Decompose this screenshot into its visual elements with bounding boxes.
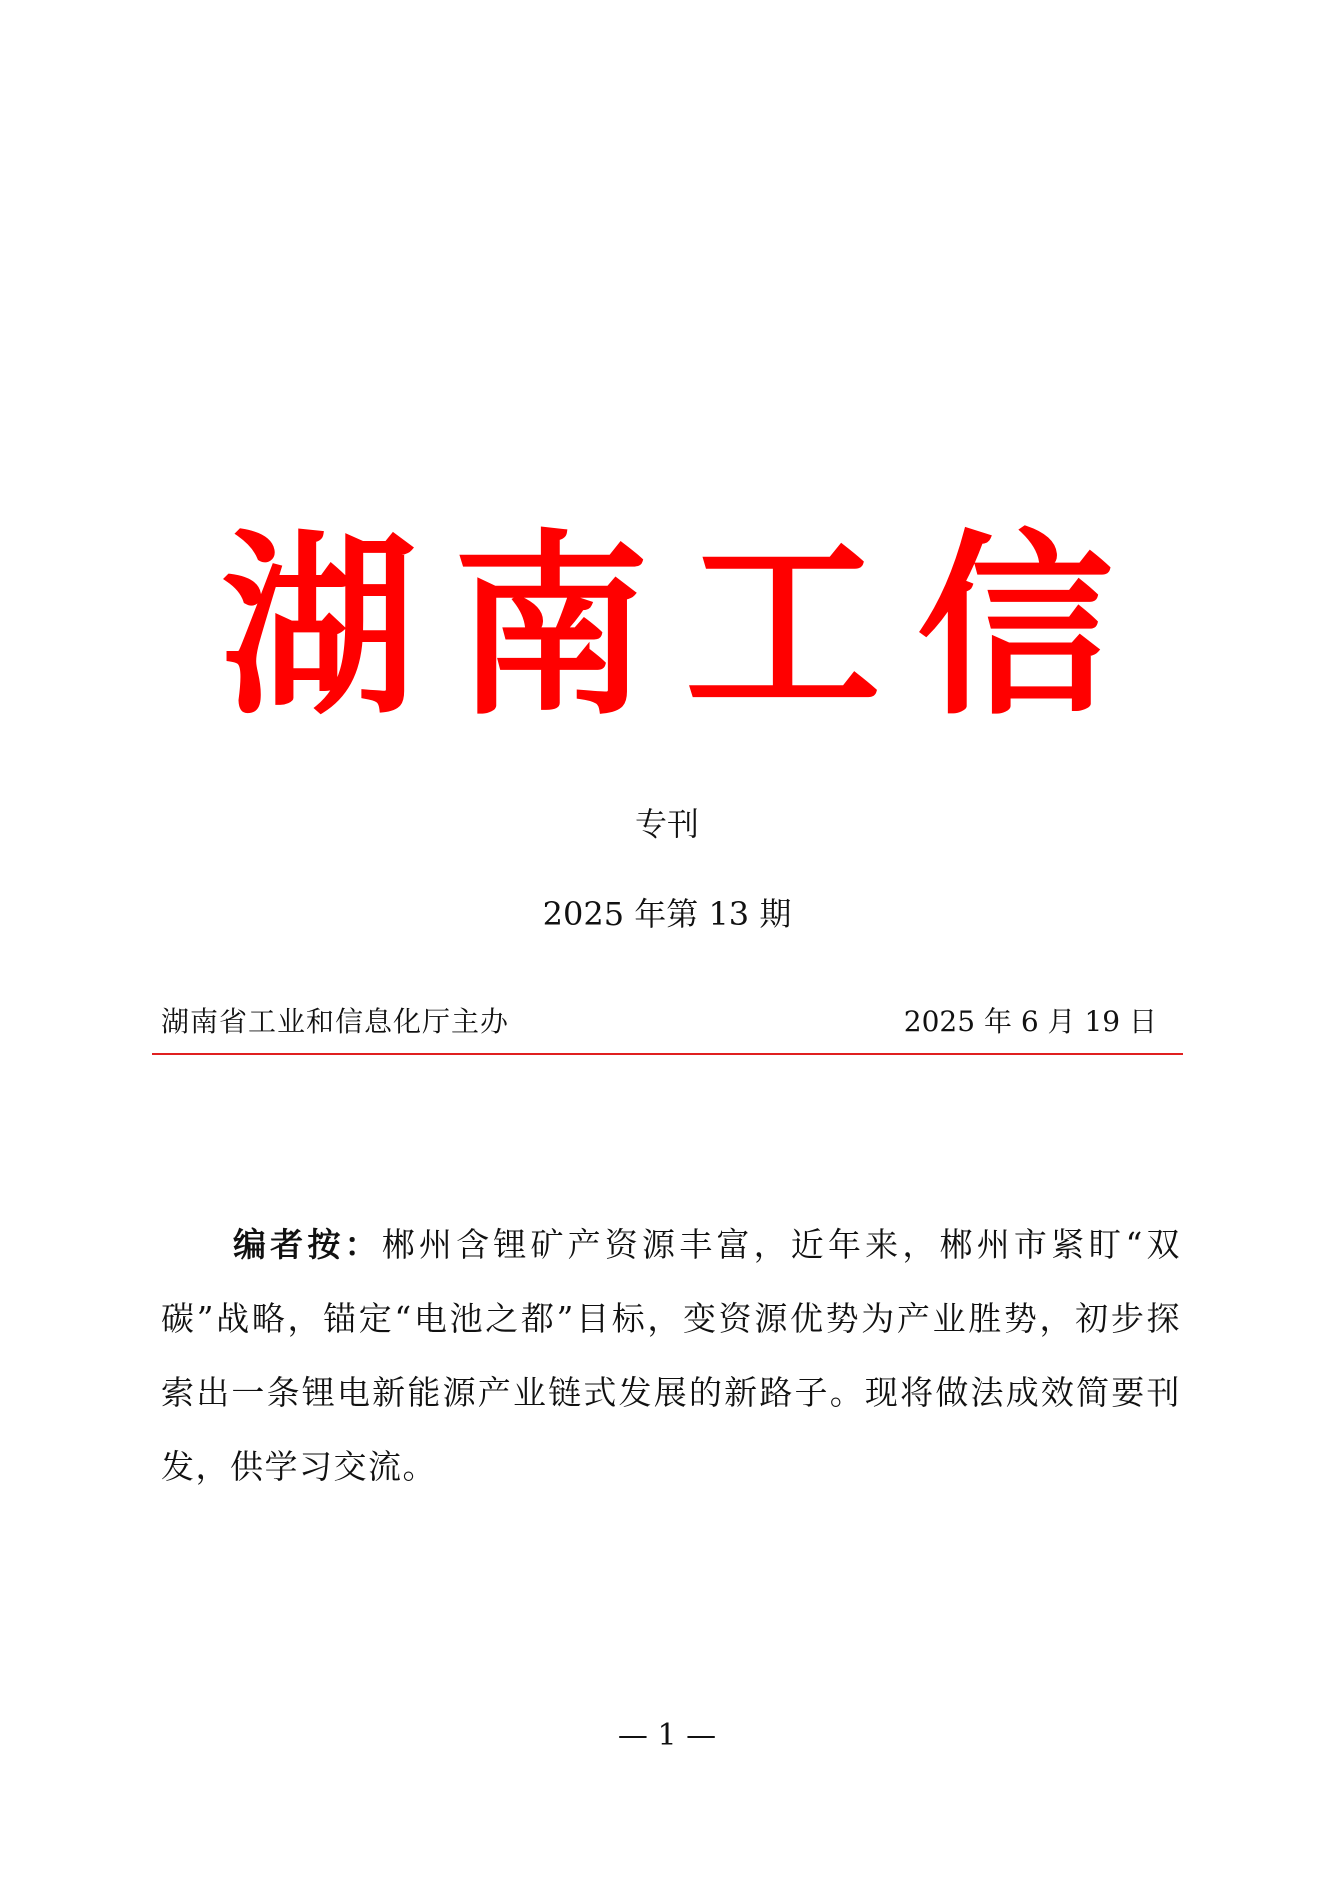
masthead-title: 湖南工信 <box>220 514 1149 742</box>
editor-note-label: 编者按： <box>233 1225 382 1264</box>
issue-number: 2025 年第 13 期 <box>542 895 792 933</box>
issue-type: 专刊 <box>634 805 699 843</box>
editor-note <box>161 1208 1181 1504</box>
header-divider <box>152 1053 1183 1055</box>
publisher: 湖南省工业和信息化厅主办 <box>161 1005 510 1038</box>
publish-date: 2025 年 6 月 19 日 <box>903 1005 1157 1038</box>
page-number: — 1 — <box>617 1718 717 1753</box>
editor-note-text: 郴州含锂矿产资源丰富，近年来，郴州市紧盯“双碳”战略，锚定“电池之都”目标，变资源优势为产业胜势，初步探索出一条锂电新能源产业链式发展的新路子。现将做法成效简要刊发，供学习交流。 <box>161 1225 1182 1486</box>
